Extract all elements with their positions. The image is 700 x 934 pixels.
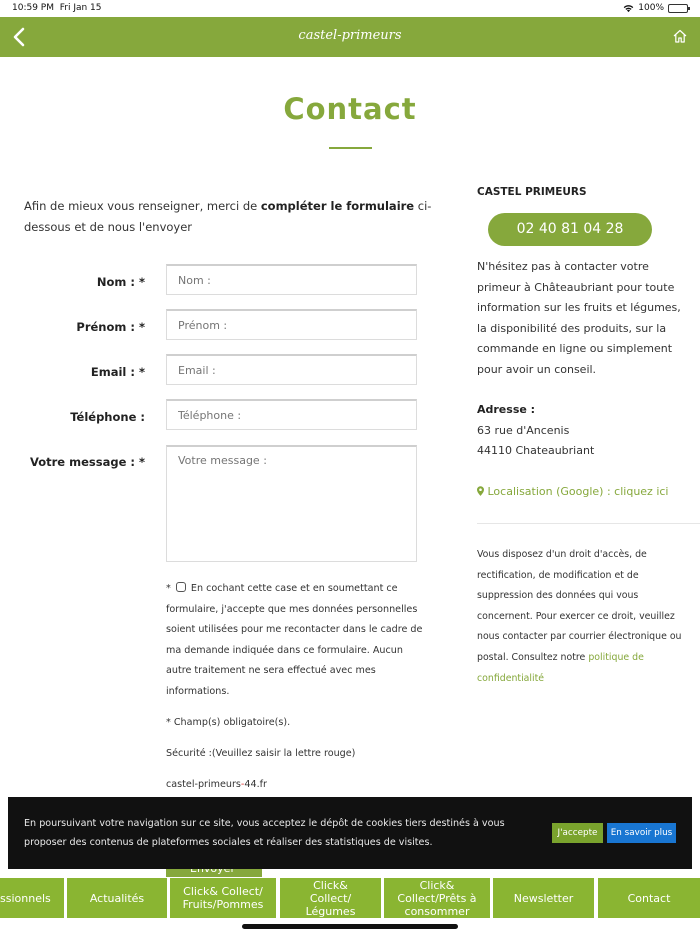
- phone-button[interactable]: 02 40 81 04 28: [488, 213, 652, 246]
- sidebar-divider: [477, 523, 700, 524]
- captcha-text: castel-primeurs-44.fr: [166, 779, 267, 790]
- label-nom: Nom : *: [96, 275, 145, 289]
- intro-bold: compléter le formulaire: [260, 199, 415, 213]
- nav-item-legumes[interactable]: Click& Collect/ Légumes: [280, 878, 381, 918]
- required-note: * Champ(s) obligatoire(s).: [166, 717, 291, 728]
- address-line2: 44110 Chateaubriant: [477, 444, 595, 457]
- nav-item-prets[interactable]: Click& Collect/Prêts à consommer: [384, 878, 490, 918]
- page-title: Contact: [283, 92, 417, 126]
- privacy-text: Vous disposez d'un droit d'accès, de rectification, de modification et de suppression des données qui vous concernent. Pour exercer ce droit, veuillez nous contacter par courrier électronique ou postal. Consultez notre politique de confidentialité: [477, 549, 682, 684]
- bottom-nav: [0, 877, 700, 918]
- label-message: Votre message : *: [29, 455, 145, 469]
- top-bar: [0, 17, 700, 57]
- battery-percent: 100%: [638, 3, 664, 13]
- telephone-input[interactable]: [166, 399, 417, 430]
- cookie-banner: [8, 797, 692, 869]
- company-name: CASTEL PRIMEURS: [477, 186, 587, 198]
- cookie-text: En poursuivant votre navigation sur ce site, vous acceptez le dépôt de cookies tiers destinés à vous proposer des contenus de plateformes sociales et réaliser des statistiques de visites.: [24, 818, 505, 848]
- title-underline: [329, 147, 372, 149]
- consent-text: * En cochant cette case et en soumettant ce formulaire, j'accepte que mes données personnelles soient utilisées pour me recontacter dans le cadre de ma demande indiquée dans ce formulaire. Aucun autre traitement ne sera effectué avec mes informations.: [166, 583, 423, 697]
- sidebar-description: N'hésitez pas à contacter votre primeur à Châteaubriant pour toute information sur les fruits et légumes, la disponibilité des produits, sur la commande en ligne ou simplement pour avoir un conseil.: [477, 260, 681, 376]
- address-label: Adresse :: [477, 403, 536, 416]
- nav-item-contact[interactable]: Contact: [598, 878, 700, 918]
- home-icon[interactable]: [672, 28, 688, 44]
- address-line1: 63 rue d'Ancenis: [477, 424, 570, 437]
- app-title: castel-primeurs: [298, 28, 402, 43]
- map-link[interactable]: Localisation (Google) : cliquez ici: [477, 485, 669, 498]
- label-prenom: Prénom : *: [76, 320, 145, 334]
- home-indicator[interactable]: [242, 924, 458, 929]
- nav-item-professionnels[interactable]: ssionnels: [0, 878, 64, 918]
- message-textarea[interactable]: [166, 445, 417, 562]
- nom-input[interactable]: [166, 264, 417, 295]
- nav-item-fruits[interactable]: Click& Collect/ Fruits/Pommes: [170, 878, 276, 918]
- battery-icon: [668, 4, 688, 13]
- status-time: 10:59 PM Fri Jan 15: [12, 3, 102, 13]
- label-email: Email : *: [90, 365, 145, 379]
- privacy-link[interactable]: politique de confidentialité: [477, 651, 644, 684]
- intro-text: Afin de mieux vous renseigner, merci de compléter le formulaire ci-dessous et de nous l'envoyer: [24, 199, 432, 234]
- nav-item-actualites[interactable]: Actualités: [67, 878, 167, 918]
- map-marker-icon: [477, 486, 484, 496]
- wifi-icon: [623, 4, 634, 13]
- status-right: [623, 3, 688, 13]
- prenom-input[interactable]: [166, 309, 417, 340]
- cookie-accept-button[interactable]: J'accepte: [552, 823, 603, 843]
- cookie-more-button[interactable]: En savoir plus: [607, 823, 676, 843]
- security-label: Sécurité :(Veuillez saisir la lettre rouge): [166, 748, 356, 759]
- nav-item-newsletter[interactable]: Newsletter: [493, 878, 594, 918]
- email-input[interactable]: [166, 354, 417, 385]
- captcha-red-letter: -: [240, 779, 245, 790]
- consent-checkbox[interactable]: [176, 582, 186, 592]
- status-bar: [0, 0, 700, 17]
- label-telephone: Téléphone :: [70, 410, 145, 424]
